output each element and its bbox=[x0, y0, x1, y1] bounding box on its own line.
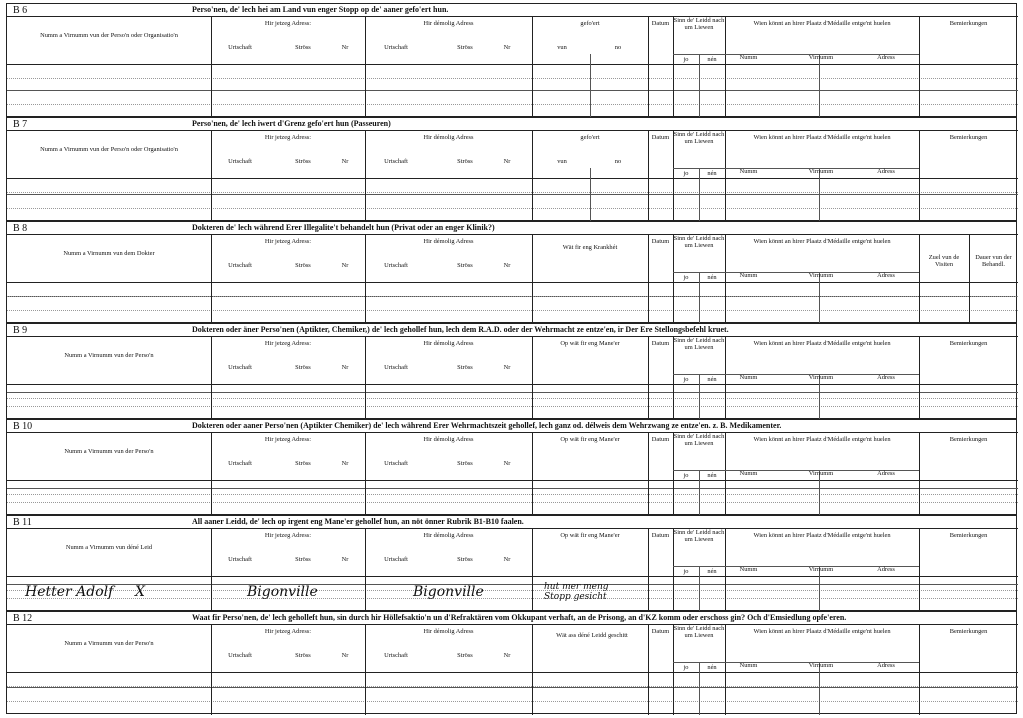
address-header: Adress bbox=[877, 54, 895, 61]
column-rule bbox=[365, 234, 366, 324]
address-header: Adress bbox=[877, 566, 895, 573]
dotted-rule bbox=[7, 208, 1018, 209]
medal-header: Wien könnt an hirer Plaatz d'Médaille entge'nt huelen bbox=[753, 238, 891, 245]
remarks-header: Bemierkungen bbox=[949, 20, 988, 27]
name-column-header: Numm a Virnumm vun déné Leid bbox=[65, 544, 153, 551]
surname-header: Numm bbox=[739, 470, 758, 477]
row-separator bbox=[7, 584, 1018, 585]
section-b10 bbox=[6, 419, 1017, 515]
former-address-header: Hir démolig Adress bbox=[423, 628, 474, 635]
yes-header: jo bbox=[683, 274, 689, 281]
transported-header: gefo'ert bbox=[580, 20, 600, 27]
locality-header: Urtschaft bbox=[228, 652, 252, 659]
locality-header: Urtschaft bbox=[228, 364, 252, 371]
street-header: Ströss bbox=[295, 460, 311, 467]
column-rule bbox=[648, 432, 649, 516]
section-b9 bbox=[6, 323, 1017, 419]
section-code: B 8 bbox=[13, 223, 28, 234]
column-rule bbox=[211, 336, 212, 420]
former-address-header: Hir démolig Adress bbox=[423, 238, 474, 245]
dotted-rule bbox=[7, 296, 1018, 297]
subheader-rule bbox=[673, 272, 725, 273]
column-rule bbox=[211, 432, 212, 516]
dotted-rule bbox=[7, 502, 1018, 503]
manner-header: Op wät fir eng Mane'er bbox=[560, 340, 620, 347]
current-address-header: Hir jetzeg Adress: bbox=[264, 340, 312, 347]
section-code: B 12 bbox=[13, 613, 33, 624]
subheader-rule bbox=[673, 168, 725, 169]
header-rule bbox=[7, 178, 1018, 179]
dotted-rule bbox=[7, 398, 1018, 399]
from-header: vun bbox=[557, 158, 567, 165]
handwritten-former-locality: Bigonville bbox=[413, 584, 484, 600]
column-rule bbox=[919, 336, 920, 420]
locality-header: Urtschaft bbox=[384, 460, 408, 467]
street-header: Ströss bbox=[457, 460, 473, 467]
street-header: Ströss bbox=[295, 652, 311, 659]
suffering-header: Sinn de' Leidd nach um Liewen bbox=[673, 529, 725, 544]
locality-header: Urtschaft bbox=[384, 158, 408, 165]
medal-header: Wien könnt an hirer Plaatz d'Médaille entge'nt huelen bbox=[753, 134, 891, 141]
column-rule bbox=[211, 528, 212, 612]
former-address-header: Hir démolig Adress bbox=[423, 134, 474, 141]
column-rule bbox=[532, 624, 533, 715]
column-rule bbox=[648, 528, 649, 612]
locality-header: Urtschaft bbox=[384, 262, 408, 269]
header-rule bbox=[7, 480, 1018, 481]
street-header: Ströss bbox=[457, 556, 473, 563]
handwritten-manner: hut mer meng Stopp gesicht bbox=[544, 582, 609, 602]
street-header: Ströss bbox=[295, 364, 311, 371]
title-rule bbox=[7, 130, 1018, 131]
what-happened-header: Wät ass déné Leidd geschitt bbox=[556, 632, 628, 639]
street-header: Ströss bbox=[295, 158, 311, 165]
section-b12 bbox=[6, 611, 1017, 714]
column-rule bbox=[725, 624, 726, 715]
current-address-header: Hir jetzeg Adress: bbox=[264, 20, 312, 27]
header-rule bbox=[7, 672, 1018, 673]
dotted-rule bbox=[7, 78, 1018, 79]
section-code: B 6 bbox=[13, 5, 28, 16]
manner-header: Op wät fir eng Mane'er bbox=[560, 436, 620, 443]
column-rule bbox=[532, 16, 533, 118]
current-address-header: Hir jetzeg Adress: bbox=[264, 238, 312, 245]
from-header: vun bbox=[557, 44, 567, 51]
current-address-header: Hir jetzeg Adress: bbox=[264, 134, 312, 141]
column-rule bbox=[819, 272, 820, 324]
section-title: Waat fir Perso'nen, de' lech geholleft hun, sin durch hir Höllefsaktio'n un d'Refraktären vom Okkupant verhaft, an de Prisong, an d'KZ komm oder erschoss gin? Och d'Emsiedlung opfe'eren. bbox=[192, 613, 847, 622]
title-rule bbox=[7, 234, 1018, 235]
surname-header: Numm bbox=[739, 374, 758, 381]
yes-header: jo bbox=[683, 56, 689, 63]
dotted-rule bbox=[7, 590, 1018, 591]
row-separator bbox=[7, 687, 1018, 688]
date-header: Datum bbox=[651, 238, 670, 245]
handwritten-mark: X bbox=[135, 584, 145, 600]
column-rule bbox=[648, 16, 649, 118]
column-rule bbox=[590, 168, 591, 222]
locality-header: Urtschaft bbox=[228, 262, 252, 269]
column-rule bbox=[532, 130, 533, 222]
column-rule bbox=[532, 432, 533, 516]
locality-header: Urtschaft bbox=[228, 158, 252, 165]
no-header: nén bbox=[707, 56, 717, 63]
remarks-header: Bemierkungen bbox=[949, 340, 988, 347]
visit-goal-header: Zuel vun de Visiten bbox=[928, 254, 960, 269]
nr-header: Nr bbox=[503, 364, 511, 371]
no-header: nén bbox=[707, 472, 717, 479]
section-title: Perso'nen, de' lech hei am Land vun enger Stopp op de' aaner gefo'ert hun. bbox=[192, 5, 449, 14]
name-column-header: Numm a Virnumm vun dem Dokter bbox=[63, 250, 155, 257]
date-header: Datum bbox=[651, 340, 670, 347]
firstname-header: Virnumm bbox=[808, 662, 834, 669]
column-rule bbox=[211, 130, 212, 222]
surname-header: Numm bbox=[739, 662, 758, 669]
yes-header: jo bbox=[683, 568, 689, 575]
title-rule bbox=[7, 336, 1018, 337]
date-header: Datum bbox=[651, 436, 670, 443]
dotted-rule bbox=[7, 406, 1018, 407]
column-rule bbox=[725, 130, 726, 222]
suffering-header: Sinn de' Leidd nach um Liewen bbox=[673, 433, 725, 448]
medal-header: Wien könnt an hirer Plaatz d'Médaille entge'nt huelen bbox=[753, 340, 891, 347]
dotted-rule bbox=[7, 192, 1018, 193]
title-rule bbox=[7, 624, 1018, 625]
header-rule bbox=[7, 576, 1018, 577]
section-code: B 9 bbox=[13, 325, 28, 336]
column-rule bbox=[919, 528, 920, 612]
section-title: All aaner Leidd, de' lech op irgent eng Mane'er gehollef hun, an nöt önner Rubrik B1-B10 faalen. bbox=[192, 517, 524, 526]
street-header: Ströss bbox=[457, 158, 473, 165]
nr-header: Nr bbox=[503, 262, 511, 269]
column-rule bbox=[365, 528, 366, 612]
dotted-rule bbox=[7, 686, 1018, 687]
column-rule bbox=[919, 234, 920, 324]
surname-header: Numm bbox=[739, 168, 758, 175]
street-header: Ströss bbox=[295, 556, 311, 563]
duration-header: Dauer vun der Behandl. bbox=[975, 254, 1012, 269]
handwritten-name: Hetter Adolf bbox=[25, 584, 114, 600]
column-rule bbox=[365, 432, 366, 516]
nr-header: Nr bbox=[341, 652, 349, 659]
column-rule bbox=[648, 624, 649, 715]
row-separator bbox=[7, 488, 1018, 489]
section-code: B 11 bbox=[13, 517, 32, 528]
handwritten-current-locality: Bigonville bbox=[247, 584, 318, 600]
yes-header: jo bbox=[683, 472, 689, 479]
section-b7 bbox=[6, 117, 1017, 221]
date-header: Datum bbox=[651, 134, 670, 141]
locality-header: Urtschaft bbox=[384, 556, 408, 563]
column-rule bbox=[969, 234, 970, 324]
title-rule bbox=[7, 528, 1018, 529]
column-rule bbox=[365, 624, 366, 715]
column-rule bbox=[699, 54, 700, 118]
column-rule bbox=[211, 16, 212, 118]
column-rule bbox=[725, 16, 726, 118]
firstname-header: Virnumm bbox=[808, 374, 834, 381]
title-rule bbox=[7, 16, 1018, 17]
remarks-header: Bemierkungen bbox=[949, 436, 988, 443]
street-header: Ströss bbox=[457, 364, 473, 371]
former-address-header: Hir démolig Adress bbox=[423, 532, 474, 539]
column-rule bbox=[919, 130, 920, 222]
column-rule bbox=[532, 336, 533, 420]
nr-header: Nr bbox=[503, 158, 511, 165]
subheader-rule bbox=[673, 566, 725, 567]
locality-header: Urtschaft bbox=[228, 44, 252, 51]
current-address-header: Hir jetzeg Adress: bbox=[264, 532, 312, 539]
surname-header: Numm bbox=[739, 566, 758, 573]
section-title: Dokteren oder äner Perso'nen (Aptikter, Chemiker,) de' lech gehollef hun, lech dem R.A.D. oder der Wehrmacht ze entze'en, ir Der Ere Stellongsbefehl kruet. bbox=[192, 325, 729, 334]
to-header: no bbox=[614, 158, 622, 165]
nr-header: Nr bbox=[341, 158, 349, 165]
header-rule bbox=[7, 282, 1018, 283]
remarks-header: Bemierkungen bbox=[949, 134, 988, 141]
subheader-rule bbox=[673, 662, 725, 663]
header-rule bbox=[7, 384, 1018, 385]
address-header: Adress bbox=[877, 168, 895, 175]
surname-header: Numm bbox=[739, 54, 758, 61]
suffering-header: Sinn de' Leidd nach um Liewen bbox=[673, 17, 725, 32]
to-header: no bbox=[614, 44, 622, 51]
column-rule bbox=[819, 168, 820, 222]
column-rule bbox=[365, 16, 366, 118]
header-rule bbox=[7, 64, 1018, 65]
remarks-header: Bemierkungen bbox=[949, 532, 988, 539]
yes-header: jo bbox=[683, 664, 689, 671]
column-rule bbox=[365, 336, 366, 420]
no-header: nén bbox=[707, 664, 717, 671]
medal-header: Wien könnt an hirer Plaatz d'Médaille entge'nt huelen bbox=[753, 20, 891, 27]
locality-header: Urtschaft bbox=[384, 652, 408, 659]
section-b11 bbox=[6, 515, 1017, 611]
firstname-header: Virnumm bbox=[808, 54, 834, 61]
medal-header: Wien könnt an hirer Plaatz d'Médaille entge'nt huelen bbox=[753, 436, 891, 443]
name-column-header: Numm a Virnumm vun der Perso'n oder Organisatio'n bbox=[40, 32, 178, 39]
street-header: Ströss bbox=[295, 44, 311, 51]
section-title: Dokteren oder aaner Perso'nen (Aptikter Chemiker) de' lech während Erer Wehrmachtszeit gehollef, lech ganz od. délweis dem Wehrzwang ze entze'en. z. B. Medikamenter. bbox=[192, 421, 782, 430]
row-separator bbox=[7, 392, 1018, 393]
suffering-header: Sinn de' Leidd nach um Liewen bbox=[673, 131, 725, 146]
column-rule bbox=[919, 432, 920, 516]
no-header: nén bbox=[707, 376, 717, 383]
nr-header: Nr bbox=[341, 364, 349, 371]
subheader-rule bbox=[673, 54, 725, 55]
illness-header: Wät fir eng Krankhét bbox=[562, 244, 618, 251]
medal-header: Wien könnt an hirer Plaatz d'Médaille entge'nt huelen bbox=[753, 628, 891, 635]
address-header: Adress bbox=[877, 272, 895, 279]
address-header: Adress bbox=[877, 662, 895, 669]
dotted-rule bbox=[7, 310, 1018, 311]
section-b6 bbox=[6, 3, 1017, 117]
current-address-header: Hir jetzeg Adress: bbox=[264, 436, 312, 443]
former-address-header: Hir démolig Adress bbox=[423, 436, 474, 443]
nr-header: Nr bbox=[341, 44, 349, 51]
column-rule bbox=[532, 528, 533, 612]
nr-header: Nr bbox=[341, 262, 349, 269]
dotted-rule bbox=[7, 701, 1018, 702]
column-rule bbox=[919, 624, 920, 715]
column-rule bbox=[648, 130, 649, 222]
section-title: Dokteren de' lech während Erer Illegalite't behandelt hun (Privat oder an enger Klinik?) bbox=[192, 223, 495, 232]
firstname-header: Virnumm bbox=[808, 272, 834, 279]
locality-header: Urtschaft bbox=[384, 44, 408, 51]
street-header: Ströss bbox=[457, 262, 473, 269]
former-address-header: Hir démolig Adress bbox=[423, 340, 474, 347]
column-rule bbox=[365, 130, 366, 222]
column-rule bbox=[648, 234, 649, 324]
street-header: Ströss bbox=[457, 652, 473, 659]
column-rule bbox=[919, 16, 920, 118]
section-code: B 7 bbox=[13, 119, 28, 130]
manner-header: Op wät fir eng Mane'er bbox=[560, 532, 620, 539]
column-rule bbox=[590, 54, 591, 118]
date-header: Datum bbox=[651, 628, 670, 635]
subheader-rule bbox=[673, 470, 725, 471]
firstname-header: Virnumm bbox=[808, 566, 834, 573]
form-page bbox=[6, 3, 1017, 714]
locality-header: Urtschaft bbox=[384, 364, 408, 371]
dotted-rule bbox=[7, 104, 1018, 105]
firstname-header: Virnumm bbox=[808, 470, 834, 477]
dotted-rule bbox=[7, 598, 1018, 599]
section-b8 bbox=[6, 221, 1017, 323]
nr-header: Nr bbox=[341, 460, 349, 467]
address-header: Adress bbox=[877, 470, 895, 477]
column-rule bbox=[819, 54, 820, 118]
yes-header: jo bbox=[683, 170, 689, 177]
current-address-header: Hir jetzeg Adress: bbox=[264, 628, 312, 635]
yes-header: jo bbox=[683, 376, 689, 383]
name-column-header: Numm a Virnumm vun der Perso'n bbox=[64, 640, 154, 647]
nr-header: Nr bbox=[503, 460, 511, 467]
column-rule bbox=[211, 234, 212, 324]
date-header: Datum bbox=[651, 20, 670, 27]
no-header: nén bbox=[707, 170, 717, 177]
section-title: Perso'nen, de' lech iwert d'Grenz gefo'ert hun (Passeuren) bbox=[192, 119, 391, 128]
nr-header: Nr bbox=[503, 652, 511, 659]
locality-header: Urtschaft bbox=[228, 556, 252, 563]
street-header: Ströss bbox=[457, 44, 473, 51]
medal-header: Wien könnt an hirer Plaatz d'Médaille entge'nt huelen bbox=[753, 532, 891, 539]
nr-header: Nr bbox=[341, 556, 349, 563]
no-header: nén bbox=[707, 568, 717, 575]
former-address-header: Hir démolig Adress bbox=[423, 20, 474, 27]
transported-header: gefo'ert bbox=[580, 134, 600, 141]
nr-header: Nr bbox=[503, 556, 511, 563]
suffering-header: Sinn de' Leidd nach um Liewen bbox=[673, 235, 725, 250]
remarks-header: Bemierkungen bbox=[949, 628, 988, 635]
surname-header: Numm bbox=[739, 272, 758, 279]
name-column-header: Numm a Virnumm vun der Perso'n oder Organisatio'n bbox=[40, 146, 178, 153]
subheader-rule bbox=[673, 374, 725, 375]
suffering-header: Sinn de' Leidd nach um Liewen bbox=[673, 625, 725, 640]
address-header: Adress bbox=[877, 374, 895, 381]
column-rule bbox=[211, 624, 212, 715]
column-rule bbox=[648, 336, 649, 420]
row-separator bbox=[7, 194, 1018, 195]
dotted-rule bbox=[7, 494, 1018, 495]
street-header: Ströss bbox=[295, 262, 311, 269]
suffering-header: Sinn de' Leidd nach um Liewen bbox=[673, 337, 725, 352]
date-header: Datum bbox=[651, 532, 670, 539]
row-separator bbox=[7, 90, 1018, 91]
name-column-header: Numm a Virnumm vun der Perso'n bbox=[64, 352, 154, 359]
firstname-header: Virnumm bbox=[808, 168, 834, 175]
nr-header: Nr bbox=[503, 44, 511, 51]
locality-header: Urtschaft bbox=[228, 460, 252, 467]
title-rule bbox=[7, 432, 1018, 433]
section-code: B 10 bbox=[13, 421, 33, 432]
no-header: nén bbox=[707, 274, 717, 281]
column-rule bbox=[819, 662, 820, 715]
name-column-header: Numm a Virnumm vun der Perso'n bbox=[64, 448, 154, 455]
